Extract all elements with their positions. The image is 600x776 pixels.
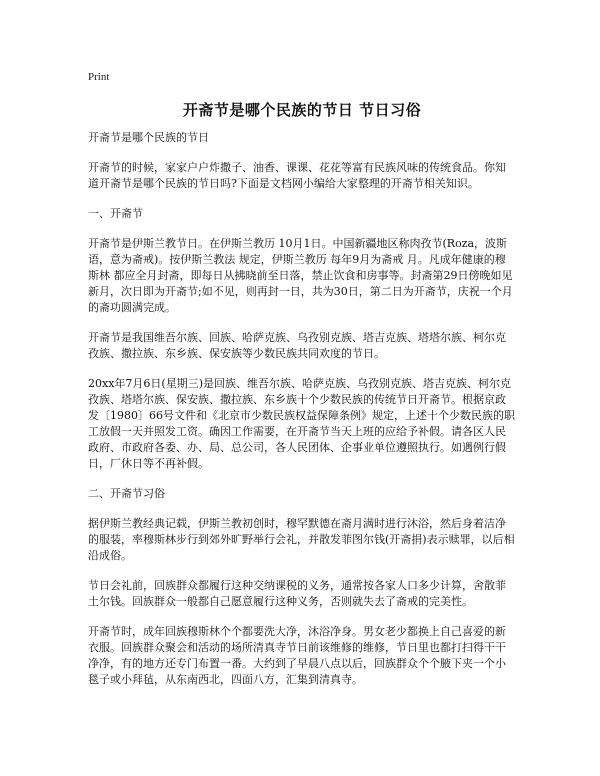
section2-paragraph-3: 开斋节时，成年回族穆斯林个个都要洗大净，沐浴净身。男女老少都换上自己喜爱的新衣服。回族群众聚会和活动的场所清真寺节日前该维修的维修，节日里也都打扫得干干净净，有的地方还专门布置一番。大约到了早晨八点以后，回族群众个个腋下夹一个小毯子或小拜毡，从东南西北，四面八方，汇集到清真寺。 [88, 625, 506, 686]
section-heading-1: 一、开斋节 [88, 207, 143, 220]
section1-paragraph-2: 开斋节是我国维吾尔族、回族、哈萨克族、乌孜别克族、塔吉克族、塔塔尔族、柯尔克孜族、撒拉族、东乡族、保安族等少数民族共同欢度的节日。 [88, 331, 506, 360]
intro-paragraph: 开斋节的时候，家家户户炸撒子、油香、课课、花花等富有民族风味的传统食品。你知道开斋节是哪个民族的节日吗?下面是文档网小编给大家整理的开斋节相关知识。 [88, 161, 506, 190]
subtitle: 开斋节是哪个民族的节日 [88, 131, 209, 144]
document-page [88, 62, 516, 688]
print-label: Print [88, 71, 110, 83]
section2-paragraph-1: 据伊斯兰教经典记载，伊斯兰教初创时，穆罕默德在斋月满时进行沐浴，然后身着洁净的服装，率穆斯林步行到郊外旷野举行会礼，并散发菲图尔钱(开斋捐)表示赎罪，以后相沿成俗。 [88, 517, 515, 562]
page-title: 开斋节是哪个民族的节日 节日习俗 [182, 101, 422, 119]
section-heading-2: 二、开斋节习俗 [88, 487, 165, 500]
section1-paragraph-3: 20xx年7月6日(星期三)是回族、维吾尔族、哈萨克族、乌孜别克族、塔吉克族、柯尔克孜族、塔塔尔族、保安族、撒拉族、东乡族十个少数民族的传统节日开斋节。根据京政发〔1980〕66号文件和《北京市少数民族权益保障条例》规定，上述十个少数民族的职工放假一天并照发工资。确因工作需要，在开斋节当天上班的应给予补假。请各区人民政府、市政府各委、办、局、总公司，各人民团体、企事业单位遵照执行。如遇例行假日，厂休日等不再补假。 [88, 377, 515, 470]
section2-paragraph-2: 节日会礼前，回族群众都履行这种交纳课税的义务，通常按各家人口多少计算，舍散菲土尔钱。回族群众一般都自己愿意履行这种义务，否则就失去了斋戒的完美性。 [88, 579, 506, 608]
section1-paragraph-1: 开斋节是伊斯兰教节日。在伊斯兰教历 10月1日。中国新疆地区称肉孜节(Roza，波斯语，意为斋戒)。按伊斯兰教法 规定，伊斯兰教历 每年9月为斋戒 月。凡成年健康的穆斯林 都应全月封斋，即每日从拂晓前至日落，禁止饮食和房事等。封斋第29日傍晚如见新月，次日即为开斋节;如不见，则再封一日，共为30日，第二日为开斋节，庆祝一个月的斋功圆满完成。 [88, 237, 513, 314]
